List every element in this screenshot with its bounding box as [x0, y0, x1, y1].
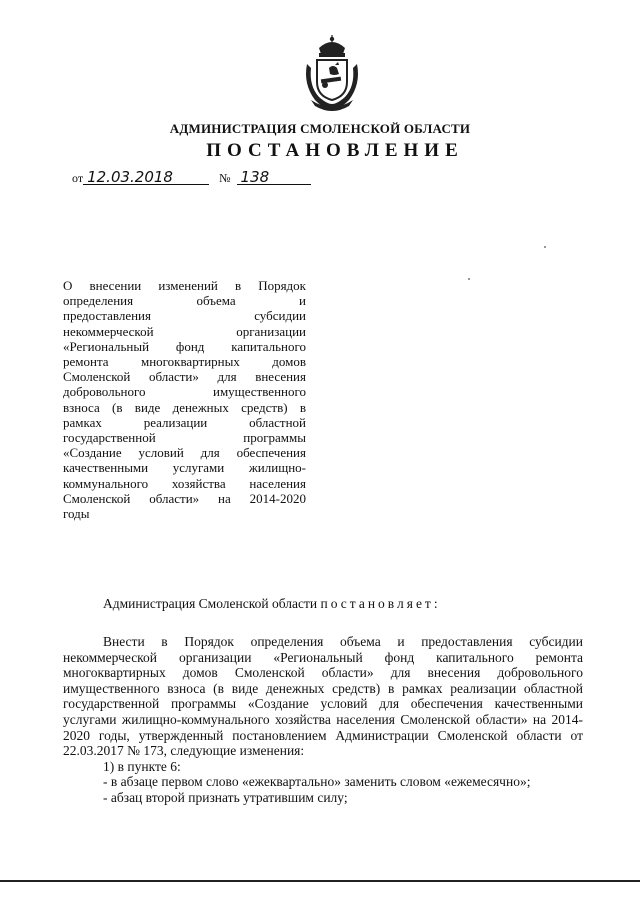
handwritten-number: 138	[237, 170, 311, 185]
subject-line: определения объема и	[63, 293, 306, 309]
document-body	[63, 634, 583, 806]
subject-line: Смоленской области» на 2014-2020	[63, 490, 306, 506]
body-paragraph: Внести в Порядок определения объема и предоставления субсидии некоммерческой организации «Региональный фонд капитального ремонта многоквартирных домов Смоленской области» для внесения добровольного имущественного взноса (в виде денежных средств) в рамках реализации областной государственной программы «Создание условий для обеспечения качественными услугами жилищно-коммунального хозяйства населения Смоленской области» на 2014-2020 годы, утвержденный постановлением Администрации Смоленской области от 22.03.2017 № 173, следующие изменения:	[63, 634, 583, 759]
subject-line: ремонта многоквартирных домов	[63, 354, 306, 370]
list-item: 1) в пункте 6:	[103, 758, 181, 774]
page-bottom-rule	[0, 880, 640, 882]
date-number-line	[72, 170, 311, 186]
subject-line: некоммерческой организации	[63, 323, 306, 339]
coat-of-arms-emblem	[297, 34, 367, 114]
decree-statement	[103, 596, 441, 612]
scan-speck	[544, 246, 546, 248]
subject-line: рамках реализации областной	[63, 414, 306, 430]
subject-line: коммунального хозяйства населения	[63, 475, 306, 491]
list-item: - в абзаце первом слово «ежеквартально» заменить словом «ежемесячно»;	[103, 774, 531, 790]
document-type-title: ПОСТАНОВЛЕНИЕ	[206, 140, 464, 161]
subject-line: государственной программы	[63, 430, 306, 446]
number-label: №	[219, 171, 231, 185]
from-label: от	[72, 171, 84, 185]
subject-line: качественными услугами жилищно-	[63, 460, 306, 476]
handwritten-date: 12.03.2018	[83, 170, 209, 185]
scan-speck	[468, 278, 470, 280]
subject-line: «Региональный фонд капитального	[63, 338, 306, 354]
subject-line: годы	[63, 506, 90, 522]
subject-line: взноса (в виде денежных средств) в	[63, 399, 306, 415]
subject-line: добровольного имущественного	[63, 384, 306, 400]
decree-verb: постановляет:	[320, 596, 441, 611]
subject-line: О внесении изменений в Порядок	[63, 278, 306, 293]
organization-title: АДМИНИСТРАЦИЯ СМОЛЕНСКОЙ ОБЛАСТИ	[169, 121, 471, 136]
subject-line: Смоленской области» для внесения	[63, 369, 306, 385]
subject-block	[63, 278, 306, 521]
decree-subject: Администрация Смоленской области	[103, 596, 318, 611]
subject-line: «Создание условий для обеспечения	[63, 445, 306, 461]
list-item: - абзац второй признать утратившим силу;	[103, 789, 348, 805]
subject-line: предоставления субсидии	[63, 308, 306, 324]
